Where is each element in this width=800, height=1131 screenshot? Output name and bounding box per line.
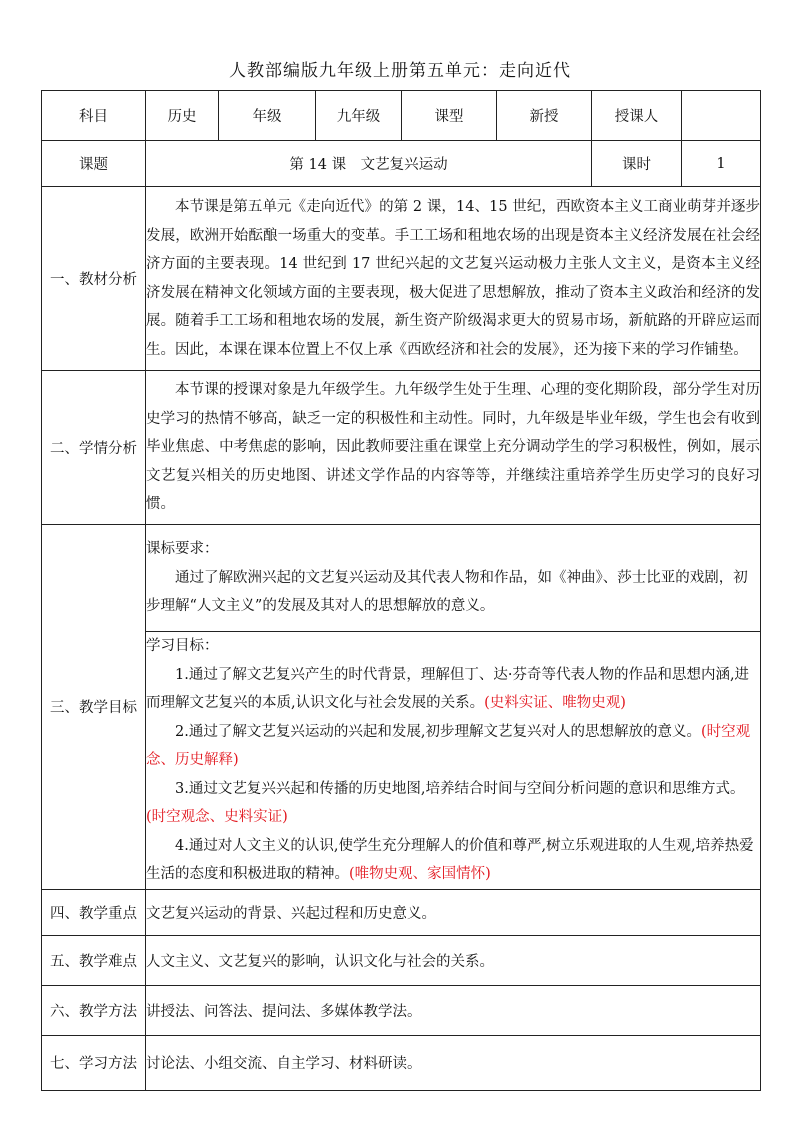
learning-objectives-row [42, 632, 761, 890]
learning-methods-row [42, 1035, 761, 1090]
document-title: 人教部编版九年级上册第五单元：走向近代 [229, 61, 571, 81]
hours-value: 1 [682, 141, 761, 187]
type-value: 新授 [497, 91, 592, 141]
textbook-analysis-row [42, 187, 761, 371]
teacher-label: 授课人 [592, 91, 682, 141]
difficulties-label: 五、教学难点 [42, 935, 146, 985]
difficulties-row [42, 935, 761, 985]
teaching-goals-label: 三、教学目标 [42, 525, 146, 890]
objective-item [146, 661, 760, 718]
objective-text: 2.通过了解文艺复兴运动的兴起和发展,初步理解文艺复兴对人的思想解放的意义。 [175, 723, 701, 740]
learning-methods-text: 讨论法、小组交流、自主学习、材料研读。 [146, 1035, 761, 1090]
objective-item [146, 832, 760, 889]
objective-tag: (唯物史观、家国情怀) [349, 866, 491, 882]
textbook-analysis-cell [146, 187, 761, 371]
learning-objectives-heading: 学习目标： [146, 638, 219, 654]
header-row [42, 91, 761, 141]
objective-text: 3.通过文艺复兴兴起和传播的历史地图,培养结合时间与空间分析问题的意识和思维方式。 [175, 780, 745, 797]
objective-tag: (史料实证、唯物史观) [484, 695, 626, 711]
student-analysis-label: 二、学情分析 [42, 371, 146, 525]
objective-item [146, 718, 760, 775]
curriculum-standard-cell [146, 525, 761, 632]
objective-item [146, 775, 760, 832]
student-analysis-text: 本节课的授课对象是九年级学生。九年级学生处于生理、心理的变化期阶段，部分学生对历史学习的热情不够高，缺乏一定的积极性和主动性。同时，九年级是毕业年级，学生也会有收到毕业焦虑、中考焦虑的影响，因此教师要注重在课堂上充分调动学生的学习积极性，例如，展示文艺复兴相关的历史地图、讲述文学作品的内容等等，并继续注重培养学生历史学习的良好习惯。 [146, 382, 760, 513]
type-label: 课型 [402, 91, 497, 141]
teacher-value [682, 91, 761, 141]
curriculum-standard-heading: 课标要求： [146, 541, 219, 558]
subject-value: 历史 [146, 91, 219, 141]
difficulties-text: 人文主义、文艺复兴的影响，认识文化与社会的关系。 [146, 935, 761, 985]
grade-label: 年级 [219, 91, 316, 141]
subject-label: 科目 [42, 91, 146, 141]
student-analysis-row [42, 371, 761, 525]
textbook-analysis-label: 一、教材分析 [42, 187, 146, 371]
teaching-methods-text: 讲授法、问答法、提问法、多媒体教学法。 [146, 985, 761, 1035]
key-points-label: 四、教学重点 [42, 889, 146, 935]
lesson-plan-table [41, 90, 761, 1091]
topic-label: 课题 [42, 141, 146, 187]
objective-text: 1.通过了解文艺复兴产生的时代背景，理解但丁、达·芬奇等代表人物的作品和思想内涵,进而理解文艺复兴的本质,认识文化与社会发展的关系。 [146, 666, 750, 711]
curriculum-standard-row [42, 525, 761, 632]
learning-objectives-cell [146, 632, 761, 890]
teaching-methods-label: 六、教学方法 [42, 985, 146, 1035]
grade-value: 九年级 [316, 91, 402, 141]
textbook-analysis-text: 本节课是第五单元《走向近代》的第 2 课，14、15 世纪，西欧资本主义工商业萌芽并逐步发展，欧洲开始酝酿一场重大的变革。手工工场和租地农场的出现是资本主义经济发展在社会经济方面的主要表现。14 世纪到 17 世纪兴起的文艺复兴运动极力主张人文主义，是资本主义经济发展在精神文化领域方面的主要表现，极大促进了思想解放，推动了资本主义政治和经济的发展。随着手工工场和租地农场的发展，新生资产阶级渴求更大的贸易市场，新航路的开辟应运而生。因此，本课在课本位置上不仅上承《西欧经济和社会的发展》，还为接下来的学习作铺垫。 [146, 199, 760, 358]
key-points-row [42, 889, 761, 935]
teaching-methods-row [42, 985, 761, 1035]
hours-label: 课时 [592, 141, 682, 187]
learning-methods-label: 七、学习方法 [42, 1035, 146, 1090]
student-analysis-cell [146, 371, 761, 525]
lesson-row [42, 141, 761, 187]
topic-value: 第 14 课 文艺复兴运动 [146, 141, 592, 187]
key-points-text: 文艺复兴运动的背景、兴起过程和历史意义。 [146, 889, 761, 935]
objective-tag: (时空观念、史料实证) [146, 809, 288, 825]
objective-tag: (时空观念、历史解释) [146, 723, 751, 768]
curriculum-standard-text: 通过了解欧洲兴起的文艺复兴运动及其代表人物和作品，如《神曲》、莎士比亚的戏剧，初步理解“人文主义”的发展及其对人的思想解放的意义。 [146, 569, 748, 615]
objective-text: 4.通过对人文主义的认识,使学生充分理解人的价值和尊严,树立乐观进取的人生观,培养热爱生活的态度和积极进取的精神。 [146, 837, 754, 882]
